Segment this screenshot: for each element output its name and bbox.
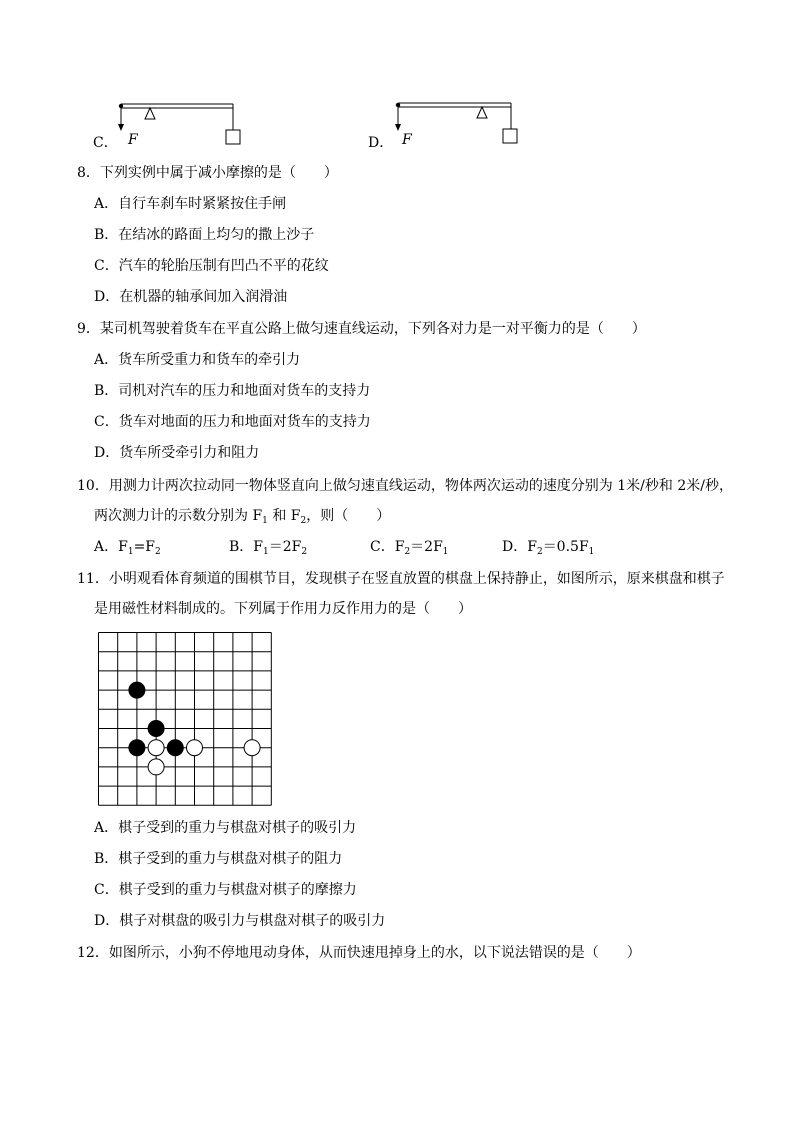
subscript: 1: [127, 547, 134, 557]
option-text: C．F: [370, 539, 405, 555]
question-12-stem: 12．如图所示，小狗不停地甩动身体，从而快速甩掉身上的水，以下说法错误的是（ ）: [77, 945, 641, 961]
question-11-stem: 11．小明观看体育频道的围棋节目，发现棋子在竖直放置的棋盘上保持静止，如图所示，原来棋盘和棋子: [77, 571, 725, 587]
subscript: 2: [300, 516, 307, 526]
subscript: 1: [263, 547, 269, 557]
question-11-stem-continued: 是用磁性材料制成的。下列属于作用力反作用力的是（ ）: [94, 601, 472, 617]
subscript: 1: [442, 547, 449, 557]
black-stone: [129, 740, 145, 756]
subscript: 2: [155, 547, 161, 557]
white-stone: [187, 740, 203, 756]
question-8-stem: 8．下列实例中属于减小摩擦的是（ ）: [77, 165, 338, 181]
question-10-stem: 10．用测力计两次拉动同一物体竖直向上做匀速直线运动，物体两次运动的速度分别为 1米/秒和 2米/秒，: [77, 478, 733, 494]
subscript: 2: [536, 547, 543, 557]
option-text: A．F: [94, 539, 128, 555]
question-9-stem: 9．某司机驾驶着货车在平直公路上做匀速直线运动，下列各对力是一对平衡力的是（ ）: [77, 321, 646, 337]
white-stone: [244, 740, 260, 756]
question-9-option-c[interactable]: C．货车对地面的压力和地面对货车的支持力: [94, 414, 371, 430]
black-stone: [129, 682, 145, 698]
option-c-label[interactable]: C．: [93, 135, 118, 151]
option-text: D．F: [502, 539, 537, 555]
subscript: 2: [301, 547, 308, 557]
question-8-option-d[interactable]: D．在机器的轴承间加入润滑油: [94, 289, 288, 305]
force-label-c: F: [128, 132, 138, 148]
force-label-d: F: [402, 132, 412, 148]
stem-cont-mid: 和 F: [267, 508, 301, 524]
option-text: ＝0.5F: [542, 539, 589, 555]
black-stone: [167, 740, 183, 756]
question-10-option-d[interactable]: [502, 537, 594, 557]
question-10-stem-continued: [94, 506, 390, 526]
stem-cont-suffix: ，则（ ）: [306, 508, 391, 524]
white-stone: [148, 740, 164, 756]
question-9-option-a[interactable]: A．货车所受重力和货车的牵引力: [94, 352, 301, 368]
option-text: ＝2F: [410, 539, 443, 555]
option-text: B．F: [229, 539, 264, 555]
question-9-option-d[interactable]: D．货车所受牵引力和阻力: [94, 445, 260, 461]
question-10-option-c[interactable]: [370, 537, 449, 557]
question-11-option-b[interactable]: B．棋子受到的重力与棋盘对棋子的阻力: [94, 851, 343, 867]
question-11-option-a[interactable]: A．棋子受到的重力与棋盘对棋子的吸引力: [94, 820, 357, 836]
question-8-option-a[interactable]: A．自行车刹车时紧紧按住手闸: [94, 196, 287, 212]
question-10-option-b[interactable]: [229, 537, 307, 557]
subscript: 1: [588, 547, 595, 557]
white-stone: [148, 759, 164, 775]
option-text: =F: [133, 539, 156, 555]
subscript: 2: [404, 547, 411, 557]
question-11-option-d[interactable]: D．棋子对棋盘的吸引力与棋盘对棋子的吸引力: [94, 913, 386, 929]
question-8-option-c[interactable]: C．汽车的轮胎压制有凹凸不平的花纹: [94, 258, 329, 274]
black-stone: [148, 721, 164, 737]
option-d-label[interactable]: D．: [368, 135, 394, 151]
subscript: 1: [262, 516, 268, 526]
question-8-option-b[interactable]: B．在结冰的路面上均匀的撒上沙子: [94, 227, 315, 243]
question-11-option-c[interactable]: C．棋子受到的重力与棋盘对棋子的摩擦力: [94, 882, 357, 898]
question-9-option-b[interactable]: B．司机对汽车的压力和地面对货车的支持力: [94, 383, 371, 399]
go-board-figure: [97, 631, 273, 807]
stem-cont-prefix: 两次测力计的示数分别为 F: [94, 508, 263, 524]
option-text: ＝2F: [268, 539, 302, 555]
question-10-option-a[interactable]: [94, 537, 161, 557]
